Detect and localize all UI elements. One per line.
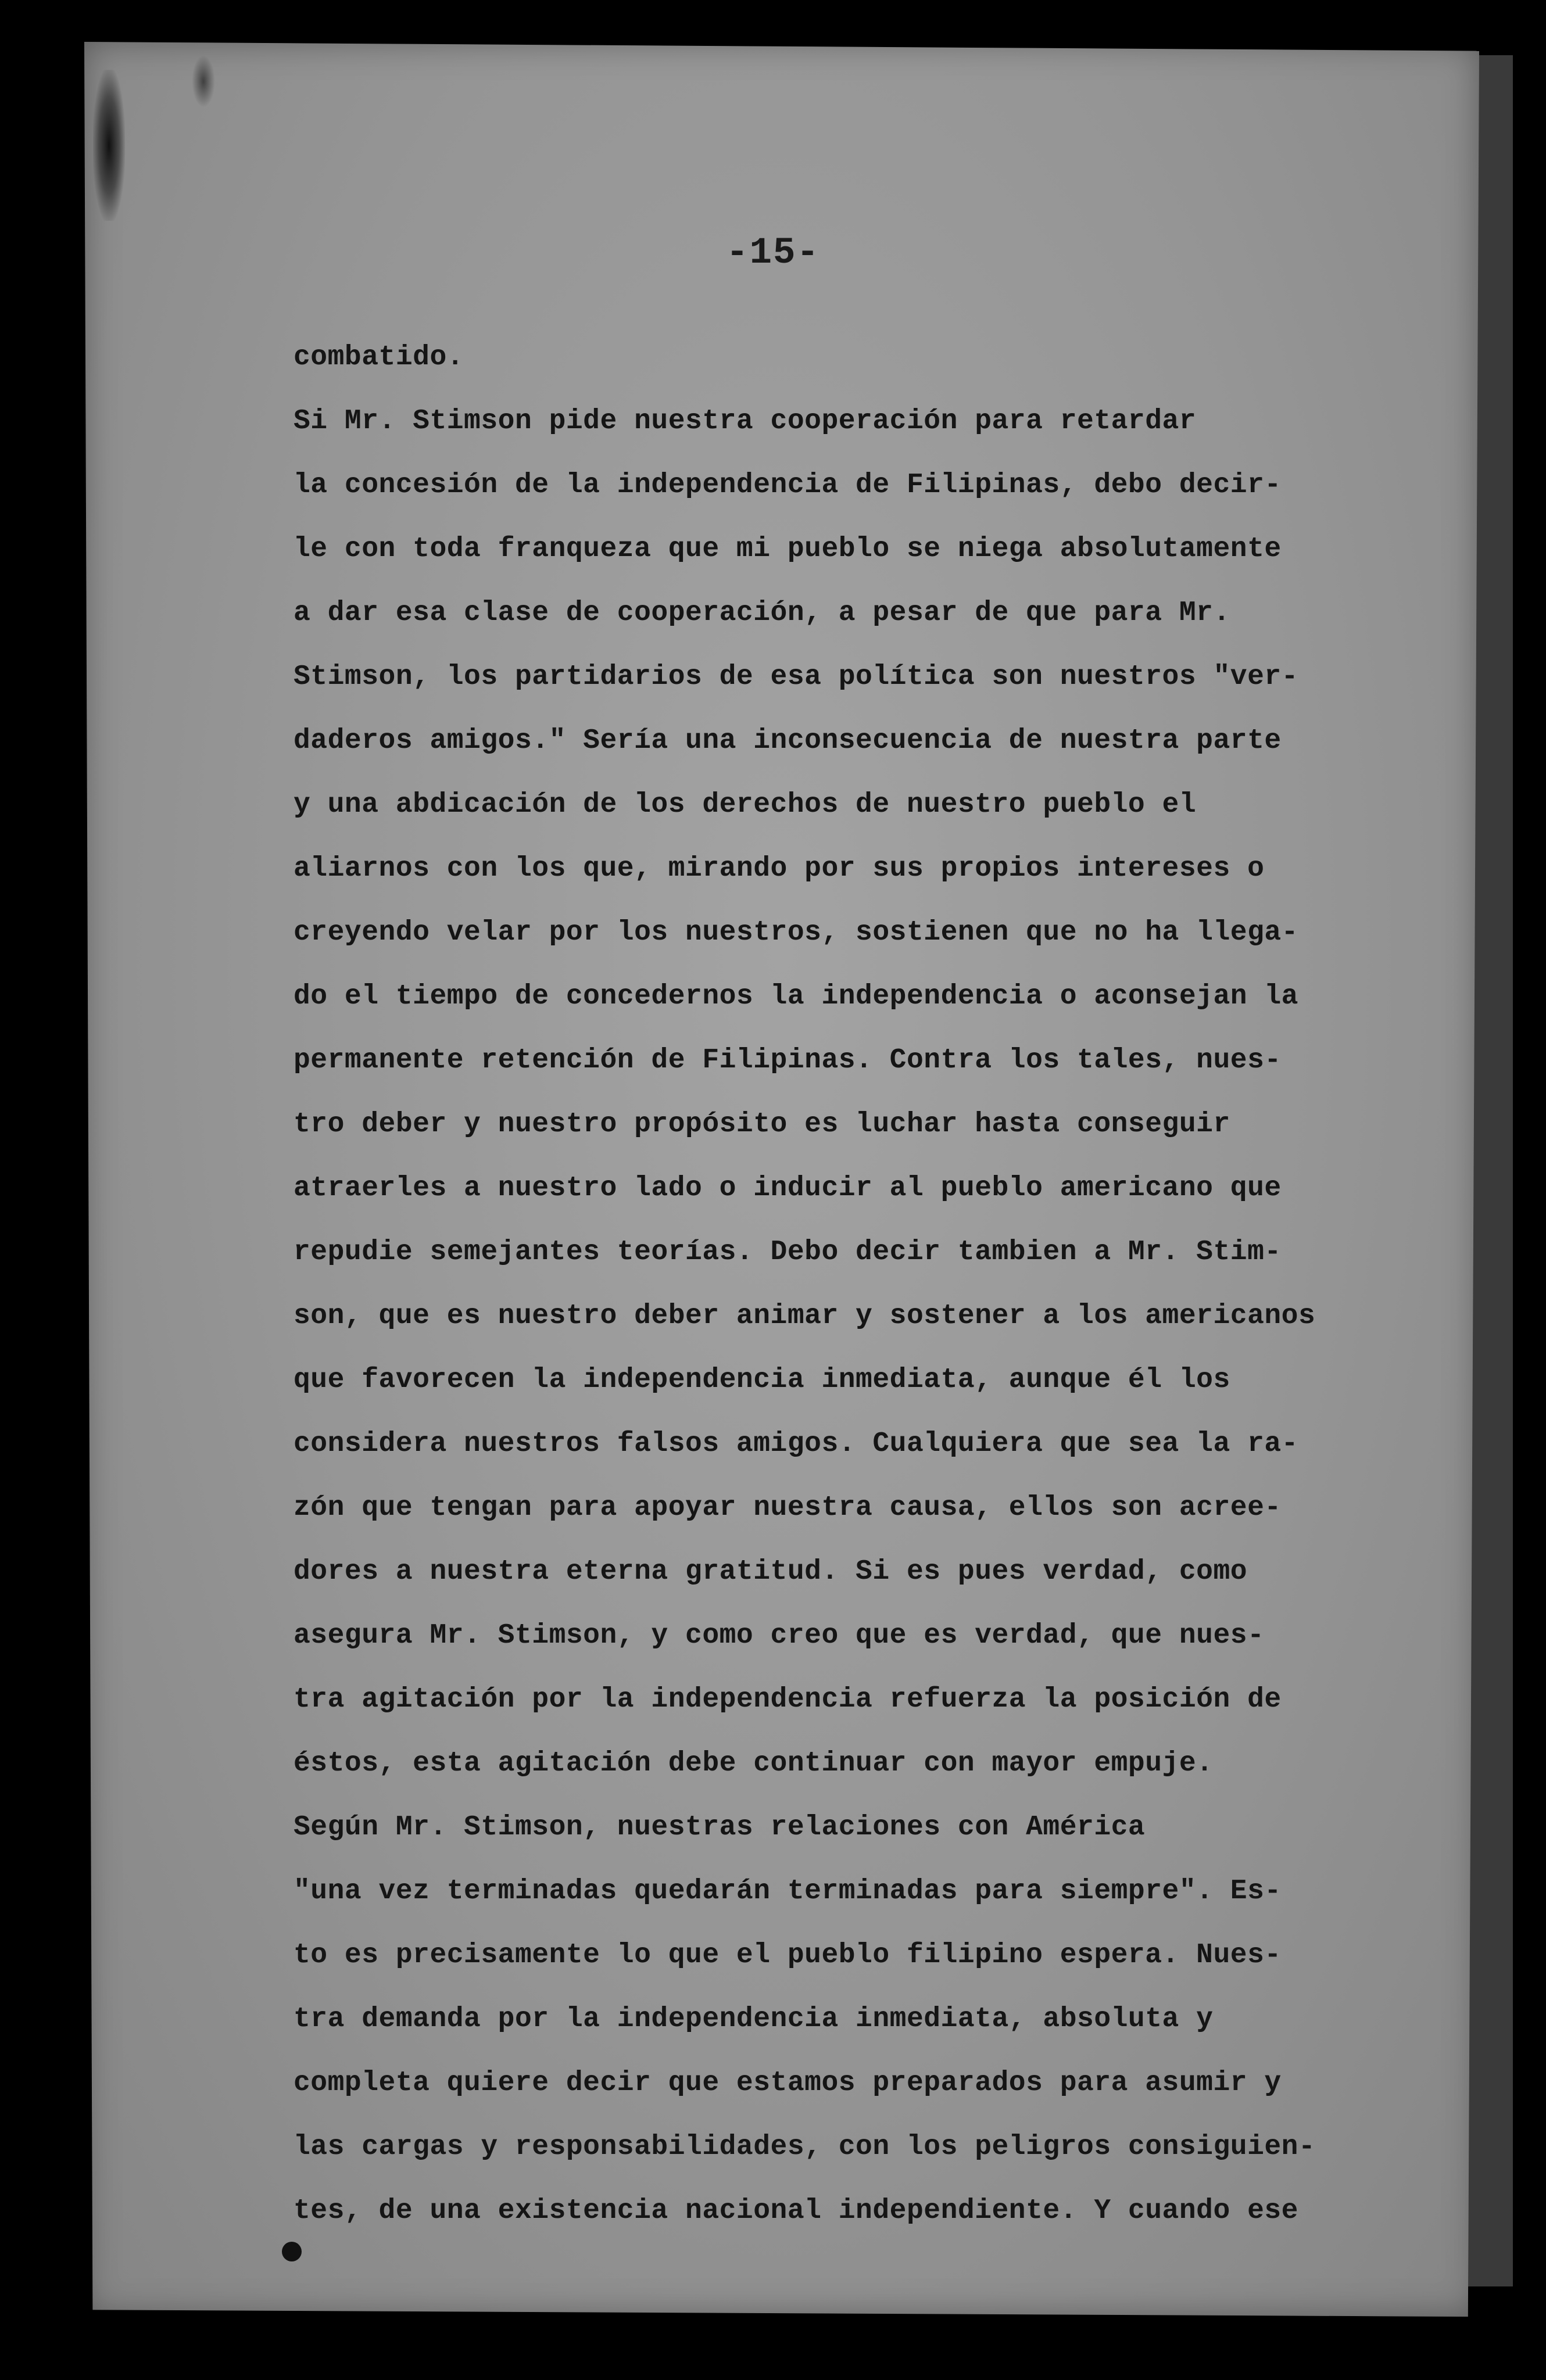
text-line: creyendo velar por los nuestros, sostienen que no ha llega- (294, 917, 1298, 948)
text-line: combatido. (294, 342, 464, 373)
text-line: Según Mr. Stimson, nuestras relaciones con América (294, 1812, 1146, 1843)
text-line: dores a nuestra eterna gratitud. Si es pues verdad, como (294, 1556, 1248, 1587)
text-line: que favorecen la independencia inmediata, aunque él los (294, 1364, 1230, 1396)
text-line: éstos, esta agitación debe continuar con mayor empuje. (294, 1748, 1214, 1779)
body-text (294, 325, 1398, 2243)
text-line: to es precisamente lo que el pueblo filipino espera. Nues- (294, 1940, 1282, 1971)
text-line: considera nuestros falsos amigos. Cualquiera que sea la ra- (294, 1428, 1298, 1460)
ink-smudge (93, 70, 125, 221)
text-line: la concesión de la independencia de Filipinas, debo decir- (294, 469, 1282, 501)
text-line: tes, de una existencia nacional independiente. Y cuando ese (294, 2195, 1298, 2227)
text-line: Stimson, los partidarios de esa política son nuestros "ver- (294, 661, 1298, 693)
text-line: "una vez terminadas quedarán terminadas para siempre". Es- (294, 1876, 1282, 1907)
page-number: -15- (726, 232, 820, 274)
text-line: asegura Mr. Stimson, y como creo que es verdad, que nues- (294, 1620, 1265, 1651)
text-line: Si Mr. Stimson pide nuestra cooperación para retardar (294, 406, 1197, 437)
ink-smudge-small (192, 55, 215, 107)
text-line: las cargas y responsabilidades, con los peligros consiguien- (294, 2131, 1316, 2163)
text-line: tro deber y nuestro propósito es luchar hasta conseguir (294, 1109, 1230, 1140)
text-line: completa quiere decir que estamos preparados para asumir y (294, 2067, 1282, 2099)
text-line: daderos amigos." Sería una inconsecuencia de nuestra parte (294, 725, 1282, 757)
text-line: atraerles a nuestro lado o inducir al pueblo americano que (294, 1173, 1282, 1204)
text-line: le con toda franqueza que mi pueblo se niega absolutamente (294, 533, 1282, 565)
text-line: zón que tengan para apoyar nuestra causa, ellos son acree- (294, 1492, 1282, 1524)
text-line: a dar esa clase de cooperación, a pesar de que para Mr. (294, 597, 1230, 629)
text-line: permanente retención de Filipinas. Contra los tales, nues- (294, 1045, 1282, 1076)
text-line: son, que es nuestro deber animar y sostener a los americanos (294, 1300, 1316, 1332)
text-line: aliarnos con los que, mirando por sus propios intereses o (294, 853, 1265, 884)
text-line: tra demanda por la independencia inmediata, absoluta y (294, 2003, 1214, 2035)
text-line: repudie semejantes teorías. Debo decir tambien a Mr. Stim- (294, 1236, 1282, 1268)
text-line: do el tiempo de concedernos la independencia o aconsejan la (294, 981, 1298, 1012)
text-line: tra agitación por la independencia refuerza la posición de (294, 1684, 1282, 1715)
text-line: y una abdicación de los derechos de nuestro pueblo el (294, 789, 1197, 820)
ink-dot (282, 2242, 302, 2261)
